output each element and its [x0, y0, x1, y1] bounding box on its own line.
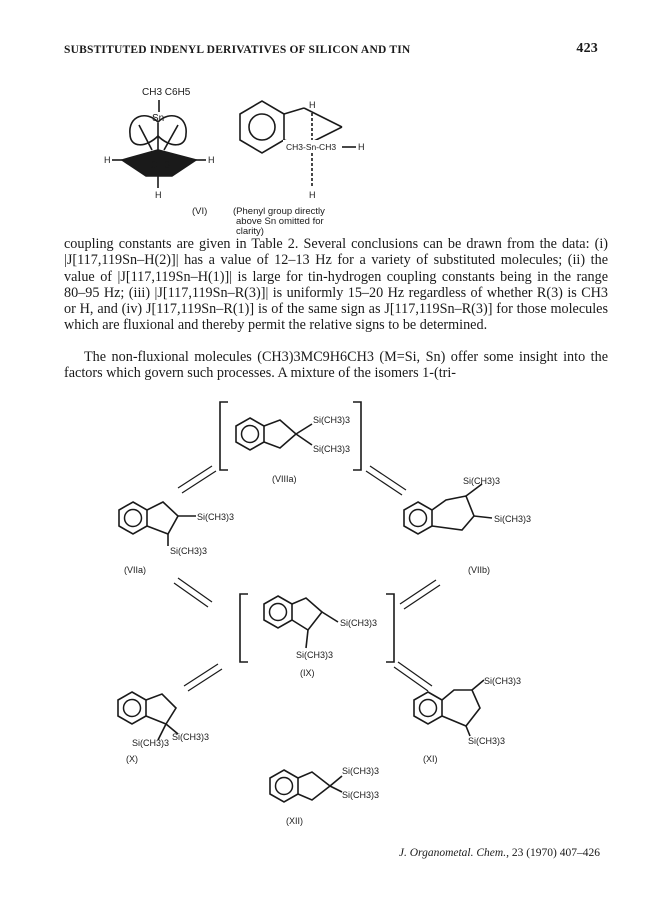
substituent-viia-1: Si(CH3)3 [197, 512, 235, 522]
structure-viia [119, 502, 196, 546]
label-h-right2: H [358, 142, 365, 152]
caption-line2: above Sn omitted for [236, 216, 324, 227]
label-ch3-c6h5: CH3 C6H5 [142, 87, 191, 98]
structure-xii [270, 770, 342, 802]
paragraph-2: The non-fluxional molecules (CH3)3MC9H6CH3 (M=Si, Sn) offer some insight into the factors which govern such processes. A mixture of the isomers 1-(tri- [64, 349, 608, 382]
caption-line3: clarity) [236, 226, 264, 237]
substituent-viiia-1: Si(CH3)3 [313, 415, 351, 425]
label-sn: Sn [152, 113, 165, 124]
journal-volume: 23 (1970) 407–426 [511, 847, 600, 859]
substituent-viib-2: Si(CH3)3 [494, 514, 532, 524]
label-xi: (XI) [423, 754, 438, 764]
label-viiia: (VIIIa) [272, 474, 297, 484]
label-h-left: H [104, 155, 111, 165]
label-viib: (VIIb) [468, 565, 491, 575]
structure-viib [404, 484, 492, 534]
scheme-text [124, 415, 531, 826]
substituent-xi-2: Si(CH3)3 [468, 736, 506, 746]
label-h-bottom: H [155, 190, 162, 200]
substituent-ix-1: Si(CH3)3 [340, 618, 378, 628]
label-ch3-sn-ch3: CH3-Sn-CH3 [286, 142, 337, 152]
substituent-ix-2: Si(CH3)3 [296, 650, 334, 660]
label-ch3-bottom: CH3 [150, 160, 171, 171]
substituent-viiia-2: Si(CH3)3 [313, 444, 351, 454]
paragraph-1: coupling constants are given in Table 2. Several conclusions can be drawn from the data: (i) |J[117,119Sn–H(2)]| has a value of 12–13 Hz for a variety of substituted molecules; (ii) the value of |J[117,119Sn–H(1)]| is large for tin-hydrogen coupling constants being in the range 80–95 Hz; (iii) |J[117,119Sn–R(3)]| is uniformly 15–20 Hz regardless of whether R(3) is CH3 or H, and (iv) J[117,119Sn–R(1)] is of the same sign as J[117,119Sn–R(3)] for those molecules which are fluxional and thereby permit the relative signs to be determined. [64, 236, 608, 334]
label-ix: (IX) [300, 668, 315, 678]
substituent-xii-1: Si(CH3)3 [342, 766, 380, 776]
substituent-xi-1: Si(CH3)3 [484, 676, 522, 686]
structure-x [118, 692, 178, 740]
label-h-bottom2: H [309, 190, 316, 200]
scheme-structures [118, 402, 492, 802]
substituent-x-1: Si(CH3)3 [172, 732, 210, 742]
substituent-viia-2: Si(CH3)3 [170, 546, 208, 556]
substituent-viib-1: Si(CH3)3 [463, 476, 501, 486]
caption-line1: (Phenyl group directly [233, 206, 325, 217]
substituent-xii-2: Si(CH3)3 [342, 790, 380, 800]
label-xii: (XII) [286, 816, 303, 826]
structure-viiia [220, 402, 361, 470]
running-header: SUBSTITUTED INDENYL DERIVATIVES OF SILICON AND TIN [64, 44, 411, 56]
journal-name: J. Organometal. Chem., [398, 847, 509, 859]
label-h-top: H [309, 100, 316, 110]
compound-label-vi: (VI) [192, 206, 208, 217]
journal-citation [399, 847, 600, 859]
label-viia: (VIIa) [124, 565, 147, 575]
label-h-right: H [208, 155, 215, 165]
label-x: (X) [126, 754, 138, 764]
substituent-x-2: Si(CH3)3 [132, 738, 170, 748]
page-number: 423 [576, 41, 598, 56]
